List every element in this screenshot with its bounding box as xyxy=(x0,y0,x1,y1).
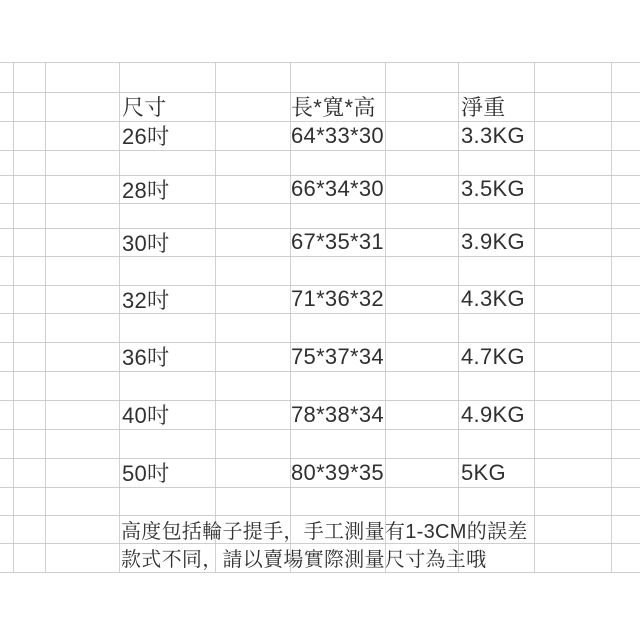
table-header-row xyxy=(0,92,640,121)
table-row xyxy=(0,121,640,150)
cell-dimensions: 80*39*35 xyxy=(291,459,384,485)
table-row xyxy=(0,342,640,371)
cell-dimensions: 71*36*32 xyxy=(291,286,384,311)
note-actual-size-disclaimer: 款式不同，請以賣場實際測量尺寸為主哦 xyxy=(121,549,487,571)
cell-weight: 3.3KG xyxy=(461,122,525,148)
cell-size: 30吋 xyxy=(122,230,170,256)
gridline-horizontal xyxy=(0,150,640,151)
cell-size: 50吋 xyxy=(122,461,170,486)
table-row xyxy=(0,228,640,256)
gridline-horizontal xyxy=(0,429,640,430)
column-header-size: 尺寸 xyxy=(122,95,167,120)
table-row xyxy=(0,285,640,313)
cell-size: 28吋 xyxy=(122,177,170,203)
gridline-horizontal xyxy=(0,487,640,488)
cell-size: 40吋 xyxy=(122,403,170,428)
table-row xyxy=(0,400,640,429)
table-row xyxy=(0,175,640,203)
table-row xyxy=(0,458,640,487)
cell-weight: 5KG xyxy=(461,459,506,485)
gridline-horizontal xyxy=(0,203,640,204)
gridline-horizontal xyxy=(0,62,640,63)
cell-dimensions: 64*33*30 xyxy=(291,122,384,148)
cell-size: 32吋 xyxy=(122,287,170,313)
column-header-dimensions: 長*寬*高 xyxy=(291,95,376,120)
cell-dimensions: 66*34*30 xyxy=(291,176,384,201)
gridline-horizontal xyxy=(0,572,640,573)
cell-weight: 4.9KG xyxy=(461,401,525,427)
cell-size: 26吋 xyxy=(122,124,170,149)
column-header-weight: 淨重 xyxy=(461,95,506,120)
cell-dimensions: 75*37*34 xyxy=(291,343,384,369)
gridline-horizontal xyxy=(0,313,640,314)
cell-dimensions: 67*35*31 xyxy=(291,229,384,254)
cell-weight: 3.5KG xyxy=(461,176,525,201)
gridline-horizontal xyxy=(0,371,640,372)
gridline-horizontal xyxy=(0,256,640,257)
note-measurement-tolerance: 高度包括輪子提手，手工測量有1-3CM的誤差 xyxy=(121,520,528,543)
cell-dimensions: 78*38*34 xyxy=(291,401,384,427)
cell-size: 36吋 xyxy=(122,345,170,370)
cell-weight: 3.9KG xyxy=(461,229,525,254)
cell-weight: 4.3KG xyxy=(461,286,525,311)
cell-weight: 4.7KG xyxy=(461,343,525,369)
